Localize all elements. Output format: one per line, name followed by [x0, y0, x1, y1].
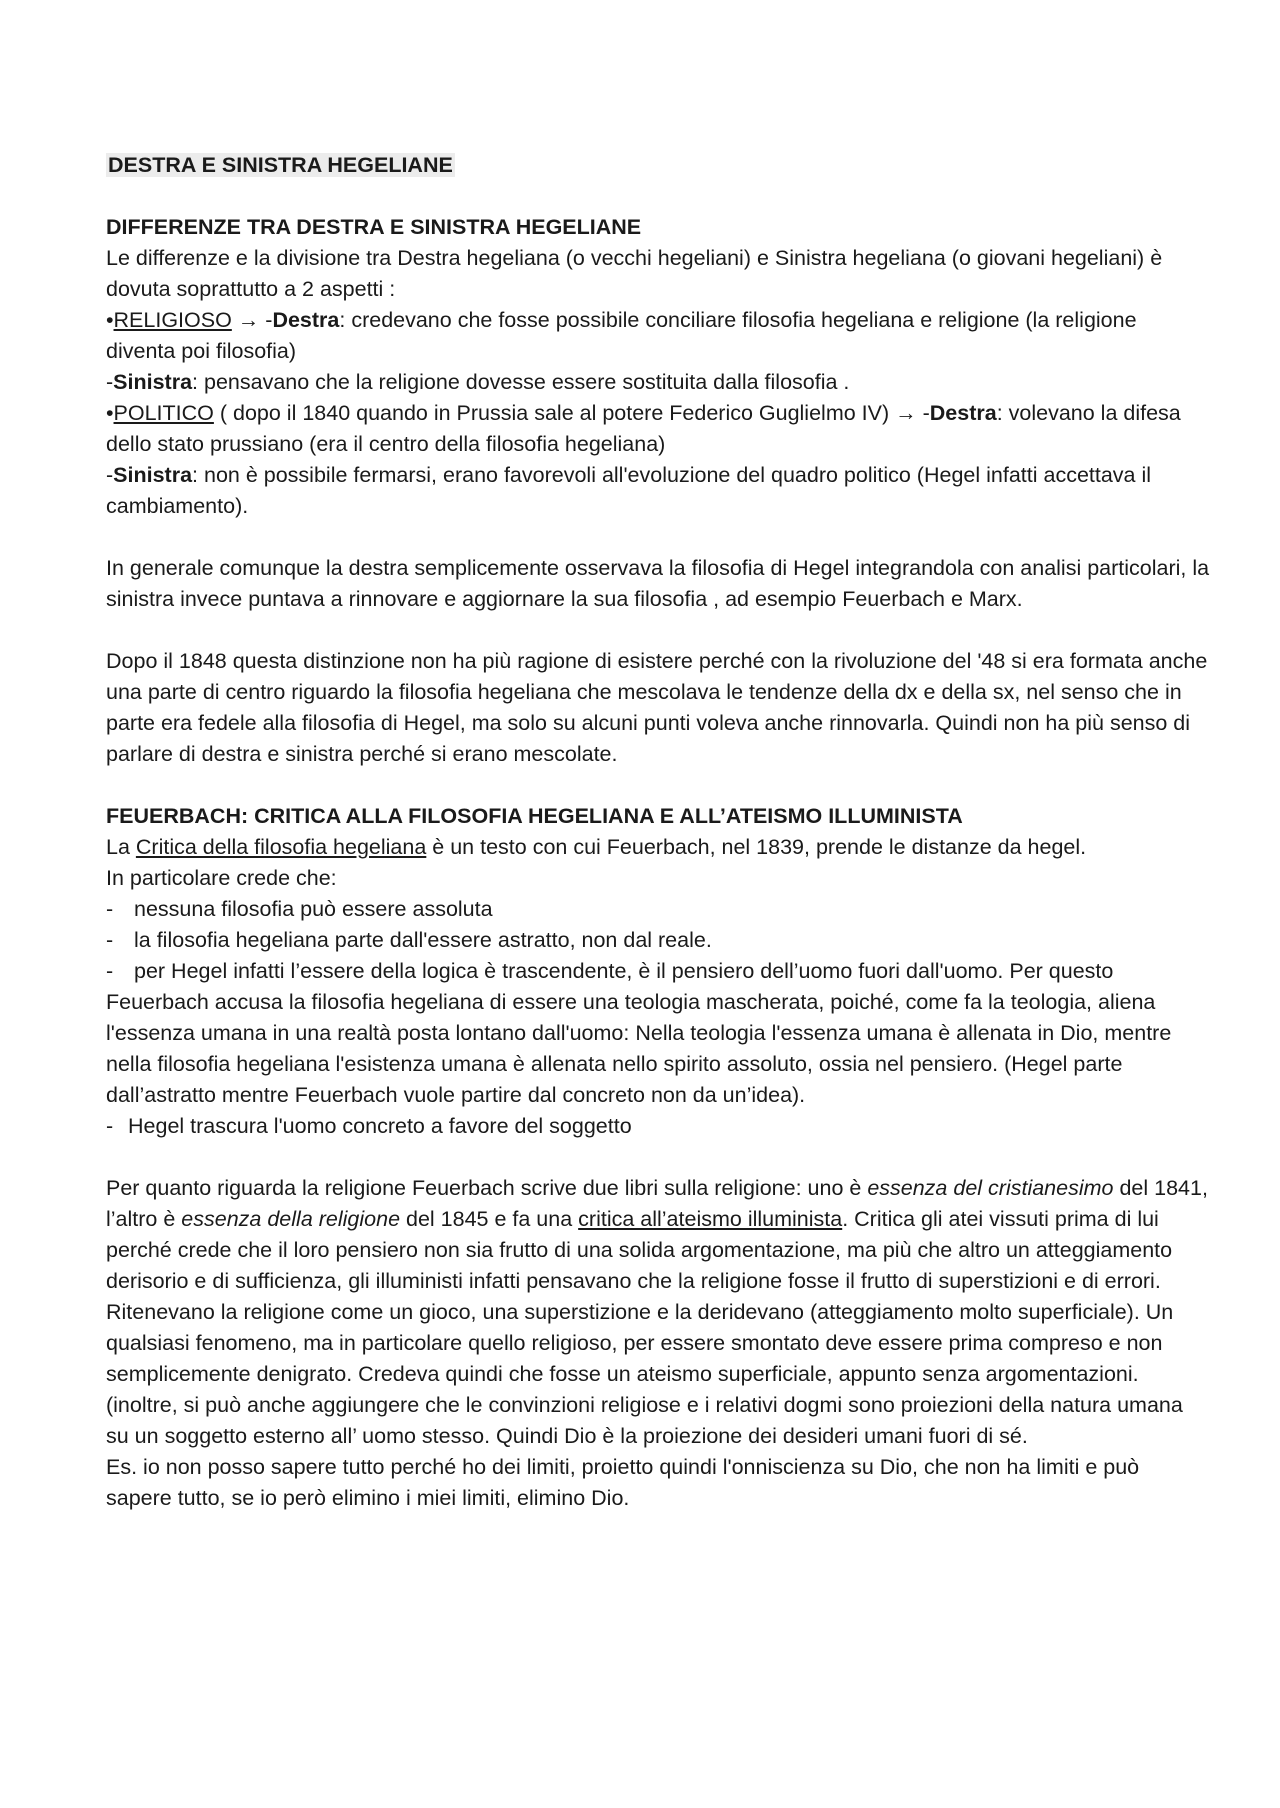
destra-text: : volevano la difesa dello stato prussiano (era il centro della filosofia hegeliana) [106, 401, 1181, 456]
document-title [106, 150, 1210, 181]
text: Per quanto riguarda la religione Feuerbach scrive due libri sulla religione: uno è [106, 1176, 868, 1200]
list-item [106, 1111, 1210, 1142]
document-title-text: DESTRA E SINISTRA HEGELIANE [108, 153, 453, 177]
inoltre-paragraph: (inoltre, si può anche aggiungere che le convinzioni religiose e i relativi dogmi sono proiezioni della natura umana su un soggetto esterno all’ uomo stesso. Quindi Dio è la proiezione dei desideri umani fuori di sé. [106, 1393, 1183, 1448]
sinistra-label: Sinistra [113, 463, 193, 487]
sinistra-label: Sinistra [113, 370, 193, 394]
critica-title: Critica della filosofia hegeliana [135, 835, 427, 859]
generale-paragraph: In generale comunque la destra semplicemente osservava la filosofia di Hegel integrandola con analisi particolari, la sinistra invece puntava a rinnovare e aggiornare la sua filosofia , ad esempio Feuerbach e Marx. [106, 556, 1210, 611]
bullet: • [106, 401, 114, 425]
section-heading-feuerbach: FEUERBACH: CRITICA ALLA FILOSOFIA HEGELIANA E ALL’ATEISMO ILLUMINISTA [106, 804, 963, 828]
dash: - [106, 463, 114, 487]
bullet: • [106, 308, 114, 332]
dash: - [106, 1114, 114, 1138]
list-item-text: Hegel trascura l'uomo concreto a favore del soggetto [128, 1114, 632, 1138]
politico-sinistra-paragraph [106, 460, 1210, 522]
text: del 1845 e fa una [400, 1207, 579, 1231]
list-item [106, 894, 1210, 925]
intro-paragraph: Le differenze e la divisione tra Destra hegeliana (o vecchi hegeliani) e Sinistra hegeliana (o giovani hegeliani) è dovuta soprattutto a 2 aspetti : [106, 246, 1163, 301]
religioso-label: RELIGIOSO [113, 308, 232, 332]
list-item [106, 956, 1210, 1111]
text: La [106, 835, 136, 859]
critica-paragraph [106, 832, 1210, 863]
arrow-text: → - [231, 308, 273, 332]
destra-label: Destra [929, 401, 997, 425]
sinistra-text: : non è possibile fermarsi, erano favorevoli all'evoluzione del quadro politico (Hegel infatti accettava il cambiamento). [106, 463, 1152, 518]
critica-ateismo: critica all’ateismo illuminista [578, 1207, 843, 1231]
list-item [106, 925, 1210, 956]
esempio-paragraph: Es. io non posso sapere tutto perché ho dei limiti, proietto quindi l'onniscienza su Dio, che non ha limiti e può sapere tutto, se io però elimino i miei limiti, elimino Dio. [106, 1455, 1140, 1510]
list-item-text: la filosofia hegeliana parte dall'essere astratto, non dal reale. [134, 928, 712, 952]
list-item-text: per Hegel infatti l’essere della logica è trascendente, è il pensiero dell’uomo fuori dall'uomo. Per questo Feuerbach accusa la filosofia hegeliana di essere una teologia mascherata, poiché, come fa la teologia, aliena l'essenza umana in una realtà posta lontano dall'uomo: Nella teologia l'essenza umana è allenata in Dio, mentre nella filosofia hegeliana l'esistenza umana è allenata nello spirito assoluto, ossia nel pensiero. (Hegel parte dall’astratto mentre Feuerbach vuole partire dal concreto non da un’idea). [106, 959, 1172, 1107]
sinistra-text: : pensavano che la religione dovesse essere sostituita dalla filosofia . [192, 370, 850, 394]
text: . Critica gli atei vissuti prima di lui perché crede che il loro pensiero non sia frutto di una solida argomentazione, ma più che altro un atteggiamento derisorio e di sufficienza, gli illuministi infatti pensavano che la religione fosse il frutto di superstizioni e di errori. Ritenevano la religione come un gioco, una superstizione e la deridevano (atteggiamento molto superficiale). Un qualsiasi fenomeno, ma in particolare quello religioso, per essere smontato deve essere prima compreso e non semplicemente denigrato. Credeva quindi che fosse un ateismo superficiale, appunto senza argomentazioni. [106, 1207, 1174, 1386]
religioso-paragraph [106, 305, 1210, 367]
politico-paragraph [106, 398, 1210, 460]
politico-label: POLITICO [113, 401, 214, 425]
text: è un testo con cui Feuerbach, nel 1839, prende le distanze da hegel. [426, 835, 1087, 859]
dash: - [106, 959, 114, 983]
dash: - [106, 897, 114, 921]
destra-text: : credevano che fosse possibile conciliare filosofia hegeliana e religione (la religione diventa poi filosofia) [106, 308, 1137, 363]
dash: - [106, 370, 114, 394]
politico-text: ( dopo il 1840 quando in Prussia sale al potere Federico Guglielmo IV) → - [213, 401, 930, 425]
destra-label: Destra [272, 308, 340, 332]
crede-che-line: In particolare crede che: [106, 866, 337, 890]
religione-paragraph [106, 1173, 1210, 1390]
book-title-religione: essenza della religione [181, 1207, 401, 1231]
text: del 1841, l’altro è [106, 1176, 1208, 1231]
dopo-1848-paragraph: Dopo il 1848 questa distinzione non ha più ragione di esistere perché con la rivoluzione del '48 si era formata anche una parte di centro riguardo la filosofia hegeliana che mescolava le tendenze della dx e della sx, nel senso che in parte era fedele alla filosofia di Hegel, ma solo su alcuni punti voleva anche rinnovarla. Quindi non ha più senso di parlare di destra e sinistra perché si erano mescolate. [106, 649, 1208, 766]
section-heading-differenze: DIFFERENZE TRA DESTRA E SINISTRA HEGELIANE [106, 215, 642, 239]
list-item-text: nessuna filosofia può essere assoluta [134, 897, 493, 921]
religioso-sinistra-paragraph [106, 367, 1210, 398]
dash: - [106, 928, 114, 952]
book-title-cristianesimo: essenza del cristianesimo [867, 1176, 1114, 1200]
